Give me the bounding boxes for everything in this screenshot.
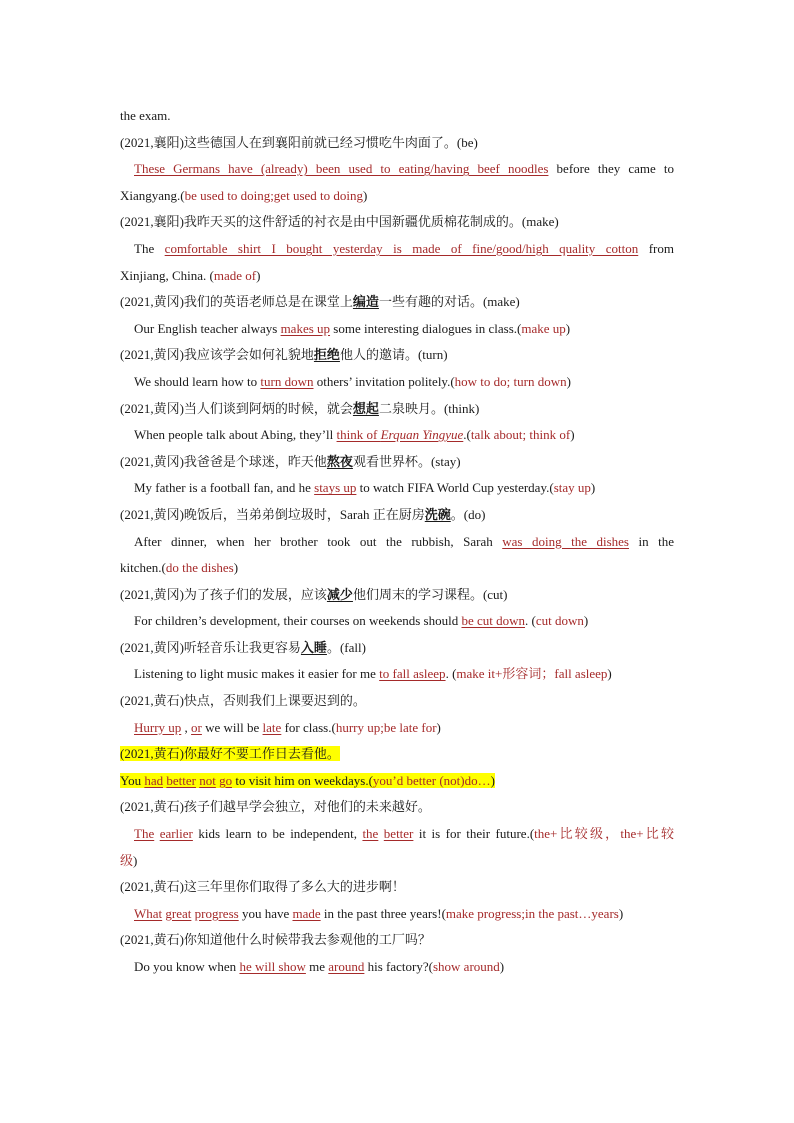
text-segment: )	[590, 480, 596, 496]
text-segment: )	[583, 613, 589, 629]
text-segment: )	[256, 267, 261, 283]
hint-text: make it+形容词；fall asleep	[456, 666, 608, 682]
answer-blank: made	[292, 905, 321, 921]
text-line	[120, 502, 674, 529]
keyword: 洗碗	[424, 506, 451, 522]
text-line	[120, 316, 674, 343]
answer-blank: was doing the dishes	[502, 533, 629, 549]
text-segment: Xinjiang, China. (	[120, 267, 214, 283]
text-line	[120, 263, 674, 290]
text-segment: )	[233, 560, 239, 576]
keyword: 编造	[352, 294, 379, 310]
text-line	[120, 342, 674, 369]
text-segment: )	[570, 427, 575, 443]
text-segment: Listening to light music makes it easier for me	[134, 666, 380, 682]
text-line	[120, 183, 674, 210]
hint-text: be used to doing;get used to doing	[184, 187, 363, 203]
answer-blank: earlier	[159, 826, 193, 842]
text-segment: . (	[445, 666, 457, 682]
text-segment: for class.(	[281, 719, 336, 735]
text-segment: before they came to	[548, 161, 674, 177]
text-segment: some interesting dialogues in class.(	[330, 320, 522, 336]
text-line	[120, 848, 674, 875]
text-segment: it is for their future.(	[413, 826, 535, 842]
text-segment: )	[607, 666, 612, 682]
text-line	[120, 661, 674, 688]
text-segment: For children’s development, their courses on weekends should	[134, 613, 462, 629]
text-line	[120, 954, 674, 981]
text-segment: (2021,襄阳)这些德国人在到襄阳前就已经习惯吃牛肉面了。(be)	[120, 134, 478, 150]
text-segment: 他人的邀请。(turn)	[339, 347, 448, 363]
text-line	[120, 635, 674, 662]
text-segment: )	[499, 959, 505, 974]
text-line	[120, 768, 674, 795]
text-line	[120, 449, 674, 476]
text-line	[120, 741, 674, 768]
text-line	[120, 289, 674, 316]
text-line	[120, 874, 674, 901]
answer-blank: better	[383, 826, 414, 842]
text-segment: (2021,襄阳)我昨天买的这件舒适的衬衣是由中国新疆优质棉花制成的。(make)	[120, 214, 559, 230]
hint-text: 级	[120, 852, 134, 868]
text-line	[120, 529, 674, 556]
hint-text: make progress;in the past…years	[445, 905, 619, 921]
text-line	[120, 396, 674, 423]
answer-blank: progress	[194, 905, 239, 921]
text-line	[120, 156, 674, 183]
text-segment: You	[120, 772, 145, 788]
hint-text: talk about; think of	[470, 427, 571, 443]
keyword: 熬夜	[326, 453, 353, 469]
text-segment: the exam.	[120, 108, 171, 123]
text-segment: kids learn to be independent,	[192, 826, 363, 842]
text-segment: )	[565, 320, 571, 336]
text-segment: .(	[463, 427, 471, 443]
hint-text: made of	[213, 267, 257, 283]
text-segment: others’ invitation politely.(	[313, 373, 455, 389]
answer-blank: These Germans have (already) been used to eating/having beef noodles	[134, 161, 549, 177]
hint-text: show around	[432, 959, 500, 974]
answer-blank: or	[191, 719, 202, 735]
text-segment: . (	[525, 613, 536, 629]
text-segment: (2021,黄冈)我爸爸是个球迷，昨天他	[120, 453, 327, 469]
exercise-list	[120, 103, 674, 981]
hint-text: do the dishes	[165, 560, 234, 576]
text-segment: )	[618, 905, 624, 921]
text-segment: to visit him on weekdays.(	[232, 772, 373, 788]
answer-blank: think of	[336, 427, 381, 443]
text-segment: Do you know when	[134, 959, 240, 974]
text-line	[120, 422, 674, 449]
text-segment: )	[133, 852, 138, 868]
keyword: 想起	[352, 400, 379, 416]
text-segment: We should learn how to	[134, 373, 261, 389]
keyword: 减少	[326, 586, 353, 602]
text-segment: to watch FIFA World Cup yesterday.(	[356, 480, 554, 496]
text-segment: 他们周末的学习课程。(cut)	[352, 586, 508, 602]
text-segment: )	[566, 373, 571, 389]
text-segment: (2021,黄冈)晚饭后，当弟弟倒垃圾时，Sarah 正在厨房	[120, 506, 425, 522]
text-line	[120, 582, 674, 609]
answer-blank: had	[144, 772, 164, 788]
text-segment: kitchen.(	[120, 560, 166, 576]
text-segment: (2021,黄石)你最好不要工作日去看他。	[120, 746, 340, 762]
text-line	[120, 927, 674, 954]
answer-blank: stays up	[314, 480, 357, 496]
text-line	[120, 688, 674, 715]
text-segment: 观看世界杯。(stay)	[352, 453, 461, 469]
text-segment: you have	[238, 905, 293, 921]
hint-text: hurry up;be late for	[335, 719, 437, 735]
text-segment: 一些有趣的对话。(make)	[378, 294, 520, 310]
hint-text: how to do; turn down	[454, 373, 567, 389]
text-segment: (2021,黄石)你知道他什么时候带我去参观他的工厂吗？	[120, 932, 431, 948]
text-line	[120, 715, 674, 742]
answer-blank: comfortable shirt I bought yesterday is made of fine/good/high quality cotton	[164, 240, 639, 256]
text-segment: from	[638, 240, 674, 256]
answer-blank: Hurry up	[134, 719, 182, 735]
text-segment: Our English teacher always	[134, 320, 281, 336]
text-line	[120, 130, 674, 157]
text-segment: ,	[181, 719, 192, 735]
hint-text: the+比较级，the+比较	[534, 826, 675, 842]
text-segment: )	[436, 719, 441, 735]
text-segment: )	[490, 772, 495, 788]
text-line	[120, 794, 674, 821]
answer-blank: great	[165, 905, 192, 921]
keyword: 入睡	[300, 639, 327, 655]
text-segment: we will be	[201, 719, 263, 735]
answer-blank: not	[199, 772, 216, 788]
hint-text: cut down	[535, 613, 584, 629]
text-segment: (2021,黄冈)当人们谈到阿炳的时候，就会	[120, 400, 353, 416]
answer-blank: Erquan Yingyue	[380, 427, 464, 443]
text-line	[120, 608, 674, 635]
answer-blank: to fall asleep	[379, 666, 446, 682]
answer-blank: The	[134, 826, 155, 842]
text-line	[120, 236, 674, 263]
text-segment: The	[134, 240, 165, 256]
text-segment: 。(do)	[450, 506, 486, 522]
text-segment: 。(fall)	[326, 639, 366, 655]
text-segment: me	[305, 959, 329, 974]
text-segment: My father is a football fan, and he	[134, 480, 315, 496]
text-segment: (2021,黄冈)我应该学会如何礼貌地	[120, 347, 314, 363]
text-segment: in the	[628, 533, 674, 549]
text-segment: (2021,黄石)这三年里你们取得了多么大的进步啊！	[120, 879, 405, 895]
text-segment: When people talk about Abing, they’ll	[134, 427, 337, 443]
text-line	[120, 209, 674, 236]
text-segment: )	[363, 187, 368, 203]
answer-blank: he will show	[239, 959, 306, 974]
answer-blank: better	[166, 772, 196, 788]
text-line	[120, 475, 674, 502]
hint-text: you’d better (not)do…	[372, 772, 491, 788]
text-line	[120, 369, 674, 396]
text-segment: 二泉映月。(think)	[378, 400, 480, 416]
answer-blank: the	[362, 826, 379, 842]
hint-text: make up	[521, 320, 566, 336]
text-segment: After dinner, when her brother took out the rubbish, Sarah	[134, 533, 503, 549]
keyword: 拒绝	[313, 347, 340, 363]
answer-blank: turn down	[260, 373, 314, 389]
text-segment: Xiangyang.(	[120, 187, 185, 203]
answer-blank: go	[219, 772, 233, 788]
answer-blank: makes up	[280, 320, 331, 336]
text-segment: (2021,黄石)快点，否则我们上课要迟到的。	[120, 693, 366, 709]
text-line	[120, 901, 674, 928]
text-segment: his factory?(	[364, 959, 433, 974]
text-line	[120, 821, 674, 848]
text-line	[120, 103, 674, 130]
text-segment: in the past three years!(	[320, 905, 446, 921]
text-segment: (2021,黄冈)为了孩子们的发展，应该	[120, 586, 327, 602]
text-line	[120, 555, 674, 582]
answer-blank: late	[262, 719, 282, 735]
text-segment: (2021,黄冈)我们的英语老师总是在课堂上	[120, 294, 353, 310]
answer-blank: What	[134, 905, 163, 921]
text-segment: (2021,黄冈)听轻音乐让我更容易	[120, 639, 301, 655]
hint-text: stay up	[553, 480, 591, 496]
answer-blank: around	[328, 959, 365, 974]
answer-blank: be cut down	[461, 613, 526, 629]
text-segment: (2021,黄石)孩子们越早学会独立，对他们的未来越好。	[120, 799, 431, 815]
